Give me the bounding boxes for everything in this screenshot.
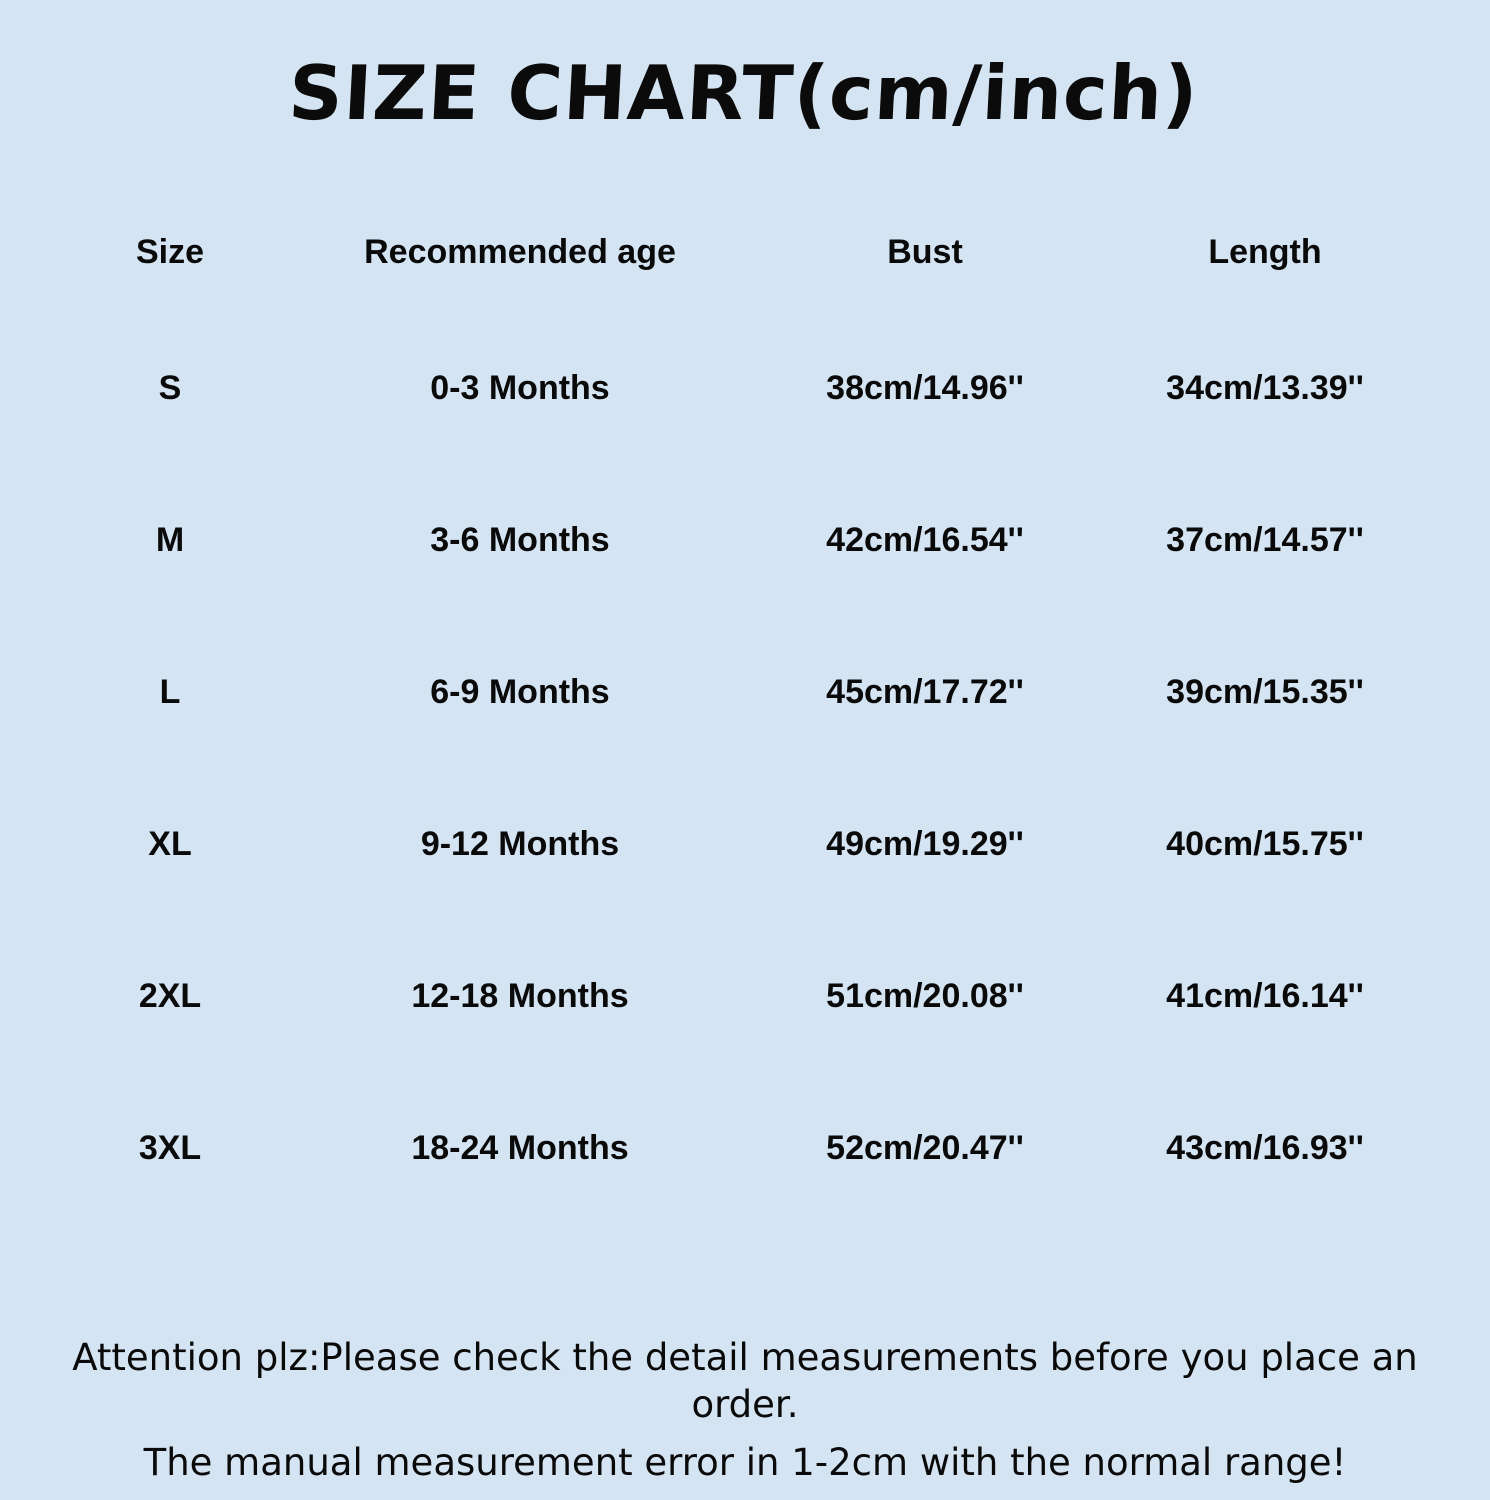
cell-length: 37cm/14.57'' bbox=[1166, 521, 1364, 559]
cell-age: 18-24 Months bbox=[411, 1129, 629, 1167]
table-row bbox=[55, 1073, 1435, 1225]
cell-size: M bbox=[155, 521, 185, 559]
cell-bust: 45cm/17.72'' bbox=[826, 673, 1024, 711]
size-chart-table bbox=[55, 175, 1435, 1225]
cell-length: 43cm/16.93'' bbox=[1166, 1129, 1364, 1167]
cell-size: 3XL bbox=[138, 1129, 202, 1167]
cell-bust: 52cm/20.47'' bbox=[826, 1129, 1024, 1167]
cell-age: 3-6 Months bbox=[430, 521, 610, 559]
cell-bust: 38cm/14.96'' bbox=[826, 369, 1024, 407]
table-row bbox=[55, 313, 1435, 465]
notes-section bbox=[0, 1334, 1490, 1492]
cell-bust: 51cm/20.08'' bbox=[826, 977, 1024, 1015]
tolerance-note: The manual measurement error in 1-2cm with the normal range! bbox=[143, 1440, 1347, 1484]
cell-size: S bbox=[158, 369, 182, 407]
column-header-bust: Bust bbox=[887, 233, 963, 271]
table-row bbox=[55, 769, 1435, 921]
table-header-row bbox=[55, 175, 1435, 313]
cell-age: 0-3 Months bbox=[430, 369, 610, 407]
cell-age: 12-18 Months bbox=[411, 977, 629, 1015]
cell-size: XL bbox=[148, 825, 192, 863]
cell-length: 41cm/16.14'' bbox=[1166, 977, 1364, 1015]
attention-note: Attention plz:Please check the detail measurements before you place an order. bbox=[72, 1335, 1418, 1427]
table-row bbox=[55, 617, 1435, 769]
cell-length: 34cm/13.39'' bbox=[1166, 369, 1364, 407]
cell-age: 6-9 Months bbox=[430, 673, 610, 711]
cell-size: 2XL bbox=[138, 977, 202, 1015]
cell-size: L bbox=[159, 673, 181, 711]
column-header-recommended-age: Recommended age bbox=[364, 233, 676, 271]
page-title: SIZE CHART(cm/inch) bbox=[286, 49, 1201, 137]
cell-bust: 42cm/16.54'' bbox=[826, 521, 1024, 559]
cell-age: 9-12 Months bbox=[420, 825, 620, 863]
cell-bust: 49cm/19.29'' bbox=[826, 825, 1024, 863]
cell-length: 39cm/15.35'' bbox=[1166, 673, 1364, 711]
column-header-size: Size bbox=[135, 233, 205, 271]
table-row bbox=[55, 921, 1435, 1073]
table-row bbox=[55, 465, 1435, 617]
cell-length: 40cm/15.75'' bbox=[1166, 825, 1364, 863]
column-header-length: Length bbox=[1208, 233, 1322, 271]
